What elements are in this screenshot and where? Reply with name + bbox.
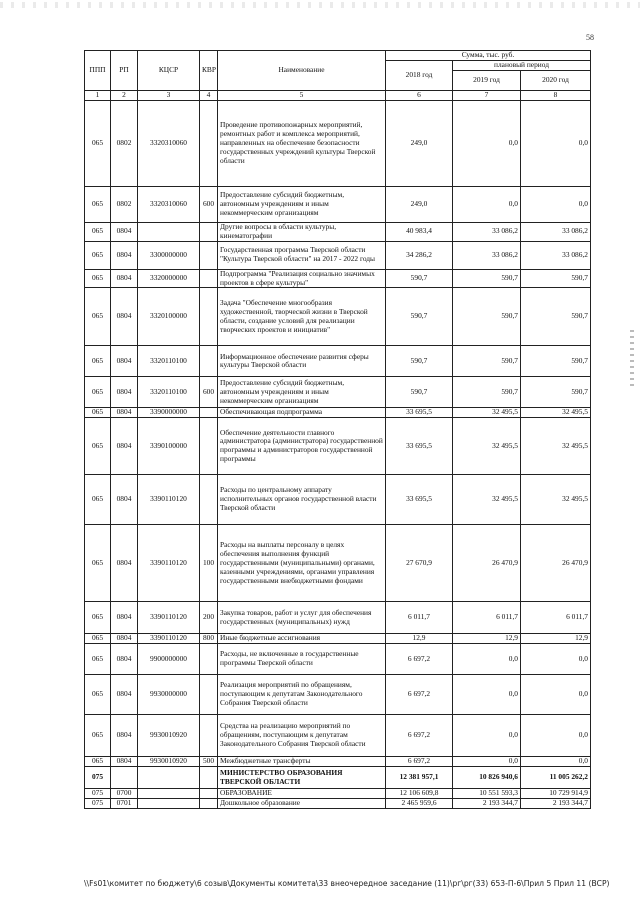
cell-name: Подпрограмма "Реализация социально значимых проектов в сфере культуры" [218,269,386,288]
cell-name: Расходы по центральному аппарату исполнительных органов государственной власти Тверской области [218,475,386,525]
cell-name: Информационное обеспечение развития сферы культуры Тверской области [218,346,386,377]
cell-kvr [200,222,218,241]
cell-2018: 12 381 957,1 [386,767,453,789]
cell-2018: 27 670,9 [386,525,453,602]
cell-kvr [200,767,218,789]
cell-kcsr: 9930010920 [138,715,200,757]
cell-2019: 32 495,5 [453,408,521,418]
cell-2018: 33 695,5 [386,475,453,525]
page-number: 58 [586,33,594,42]
table-row [85,186,591,222]
cell-kvr [200,288,218,346]
cell-2019: 0,0 [453,100,521,186]
cell-rp: 0804 [111,675,138,715]
footer-path: \\Fs01\комитет по бюджету\6 созыв\Документы комитета\33 внеочередное заседание (11)\рг\рг(33) 653-П-6\Прил 5 Прил 11 (ВСР) [84,879,610,888]
cell-kvr [200,100,218,186]
cell-2018: 33 695,5 [386,418,453,475]
table-row [85,377,591,408]
cell-2020: 12,9 [521,634,591,644]
table-row [85,288,591,346]
scan-artifact-top [0,2,640,8]
cell-ppp: 065 [85,644,111,675]
cell-name: Средства на реализацию мероприятий по обращениям, поступающим к депутатам Законодательного Собрания Тверской области [218,715,386,757]
cell-2020: 0,0 [521,100,591,186]
cell-rp: 0701 [111,798,138,808]
cell-2020: 6 011,7 [521,602,591,634]
cell-kcsr: 3320110100 [138,377,200,408]
cell-ppp: 065 [85,634,111,644]
cell-kcsr: 3300000000 [138,241,200,269]
table-row [85,475,591,525]
cell-ppp: 065 [85,346,111,377]
cell-2019: 12,9 [453,634,521,644]
cell-name: Дошкольное образование [218,798,386,808]
table-row [85,346,591,377]
cell-2019: 590,7 [453,377,521,408]
cell-rp: 0802 [111,100,138,186]
cell-ppp: 065 [85,269,111,288]
cell-2019: 32 495,5 [453,418,521,475]
cell-2020: 32 495,5 [521,418,591,475]
cell-2020: 32 495,5 [521,475,591,525]
cell-rp [111,767,138,789]
cell-rp: 0804 [111,634,138,644]
cell-name: Расходы на выплаты персоналу в целях обеспечения выполнения функций государственными (муниципальными) органами, казенными учреждениями, органами управления государственными внебюджетными фондами [218,525,386,602]
cell-ppp: 065 [85,715,111,757]
cell-rp: 0804 [111,418,138,475]
column-number-row [85,91,591,101]
cell-2018: 12 106 609,8 [386,789,453,799]
cell-2018: 6 697,2 [386,644,453,675]
cell-2019: 32 495,5 [453,475,521,525]
cell-kvr [200,789,218,799]
cell-2018: 2 465 959,6 [386,798,453,808]
cell-kcsr: 3320110100 [138,346,200,377]
column-number: 6 [386,91,453,101]
table-row [85,634,591,644]
cell-kcsr [138,767,200,789]
table-row [85,222,591,241]
cell-kvr [200,269,218,288]
cell-name: Иные бюджетные ассигнования [218,634,386,644]
cell-2018: 590,7 [386,269,453,288]
cell-2020: 0,0 [521,715,591,757]
cell-kcsr: 3320000000 [138,269,200,288]
cell-2018: 6 697,2 [386,757,453,767]
cell-kvr [200,675,218,715]
cell-kvr [200,644,218,675]
column-number: 4 [200,91,218,101]
cell-ppp: 075 [85,798,111,808]
cell-kcsr: 3390110120 [138,602,200,634]
cell-kcsr [138,798,200,808]
cell-ppp: 075 [85,767,111,789]
col-header-rp: РП [111,51,138,91]
cell-2019: 10 551 593,3 [453,789,521,799]
table-row [85,798,591,808]
cell-2018: 249,0 [386,100,453,186]
cell-rp: 0802 [111,186,138,222]
cell-2020: 10 729 914,9 [521,789,591,799]
cell-kvr [200,346,218,377]
cell-ppp: 075 [85,789,111,799]
cell-name: Задача "Обеспечение многообразия художественной, творческой жизни в Тверской области, создание условий для реализации творческих проектов и инициатив" [218,288,386,346]
cell-2020: 590,7 [521,346,591,377]
cell-2019: 0,0 [453,715,521,757]
cell-kcsr: 3390110120 [138,634,200,644]
cell-rp: 0804 [111,408,138,418]
table-row [85,269,591,288]
cell-2018: 40 983,4 [386,222,453,241]
cell-2018: 6 697,2 [386,715,453,757]
cell-kcsr: 3390110120 [138,525,200,602]
cell-rp: 0804 [111,757,138,767]
table-row [85,675,591,715]
cell-2020: 590,7 [521,377,591,408]
scan-artifact-right [630,330,634,390]
cell-kcsr: 9930000000 [138,675,200,715]
cell-2019: 590,7 [453,346,521,377]
cell-ppp: 065 [85,186,111,222]
cell-name: Расходы, не включенные в государственные программы Тверской области [218,644,386,675]
cell-2020: 0,0 [521,675,591,715]
cell-2019: 590,7 [453,288,521,346]
cell-2018: 6 011,7 [386,602,453,634]
cell-name: Обеспечивающая подпрограмма [218,408,386,418]
cell-2019: 26 470,9 [453,525,521,602]
cell-name: Предоставление субсидий бюджетным, автономным учреждениям и иным некоммерческим организациям [218,377,386,408]
cell-kvr [200,715,218,757]
cell-ppp: 065 [85,377,111,408]
col-header-planned: плановый период [453,61,591,71]
cell-kvr [200,241,218,269]
cell-kvr: 200 [200,602,218,634]
column-number: 8 [521,91,591,101]
cell-2018: 249,0 [386,186,453,222]
cell-rp: 0804 [111,288,138,346]
cell-kcsr: 3390110120 [138,475,200,525]
column-number: 1 [85,91,111,101]
cell-rp: 0804 [111,377,138,408]
cell-2020: 0,0 [521,644,591,675]
cell-kcsr: 3390000000 [138,408,200,418]
cell-2019: 33 086,2 [453,241,521,269]
cell-2019: 0,0 [453,186,521,222]
cell-kvr: 500 [200,757,218,767]
cell-2020: 33 086,2 [521,241,591,269]
cell-2019: 10 826 940,6 [453,767,521,789]
cell-kcsr: 3390100000 [138,418,200,475]
cell-2018: 33 695,5 [386,408,453,418]
cell-2020: 26 470,9 [521,525,591,602]
cell-ppp: 065 [85,475,111,525]
cell-2019: 0,0 [453,757,521,767]
cell-rp: 0804 [111,602,138,634]
cell-rp: 0804 [111,475,138,525]
cell-kvr: 800 [200,634,218,644]
cell-name: Обеспечение деятельности главного администратора (администратора) государственной программы и администраторов государственной программы [218,418,386,475]
cell-name: Другие вопросы в области культуры, кинематографии [218,222,386,241]
col-header-ppp: ППП [85,51,111,91]
table-row [85,715,591,757]
cell-rp: 0804 [111,346,138,377]
col-header-kvr: КВР [200,51,218,91]
cell-2019: 0,0 [453,675,521,715]
cell-2018: 590,7 [386,377,453,408]
column-number: 2 [111,91,138,101]
cell-2020: 32 495,5 [521,408,591,418]
cell-ppp: 065 [85,288,111,346]
cell-2019: 0,0 [453,644,521,675]
cell-rp: 0804 [111,269,138,288]
cell-ppp: 065 [85,222,111,241]
cell-rp: 0804 [111,715,138,757]
cell-kvr [200,418,218,475]
cell-name: Предоставление субсидий бюджетным, автономным учреждениям и иным некоммерческим организациям [218,186,386,222]
cell-kvr [200,408,218,418]
table-row [85,602,591,634]
cell-kvr [200,798,218,808]
cell-ppp: 065 [85,408,111,418]
col-header-kcsr: КЦСР [138,51,200,91]
cell-name: Проведение противопожарных мероприятий, ремонтных работ и комплекса мероприятий, направленных на обеспечение безопасности государственных учреждений культуры Тверской области [218,100,386,186]
table-row [85,408,591,418]
col-header-2020: 2020 год [521,71,591,91]
cell-kvr [200,475,218,525]
cell-2019: 33 086,2 [453,222,521,241]
cell-name: МИНИСТЕРСТВО ОБРАЗОВАНИЯ ТВЕРСКОЙ ОБЛАСТИ [218,767,386,789]
cell-2018: 590,7 [386,346,453,377]
cell-kcsr [138,222,200,241]
budget-table [84,50,591,809]
cell-kcsr: 9900000000 [138,644,200,675]
cell-2019: 6 011,7 [453,602,521,634]
cell-rp: 0804 [111,241,138,269]
cell-2020: 0,0 [521,186,591,222]
column-number: 3 [138,91,200,101]
cell-ppp: 065 [85,418,111,475]
cell-rp: 0804 [111,525,138,602]
cell-2018: 12,9 [386,634,453,644]
column-number: 7 [453,91,521,101]
cell-2020: 11 005 262,2 [521,767,591,789]
cell-2020: 0,0 [521,757,591,767]
cell-kcsr: 3320310060 [138,186,200,222]
cell-kvr: 600 [200,186,218,222]
cell-name: Реализация мероприятий по обращениям, поступающим к депутатам Законодательного Собрания Тверской области [218,675,386,715]
cell-ppp: 065 [85,602,111,634]
cell-2019: 590,7 [453,269,521,288]
table-row [85,767,591,789]
table-row [85,100,591,186]
cell-rp: 0804 [111,644,138,675]
table-row [85,525,591,602]
cell-2018: 34 286,2 [386,241,453,269]
cell-ppp: 065 [85,757,111,767]
cell-2020: 590,7 [521,288,591,346]
col-header-sum: Сумма, тыс. руб. [386,51,591,61]
cell-kcsr: 3320100000 [138,288,200,346]
table-row [85,644,591,675]
cell-kcsr: 9930010920 [138,757,200,767]
cell-2019: 2 193 344,7 [453,798,521,808]
col-header-name: Наименование [218,51,386,91]
table-row [85,789,591,799]
cell-2020: 590,7 [521,269,591,288]
cell-2020: 33 086,2 [521,222,591,241]
table-row [85,418,591,475]
cell-rp: 0700 [111,789,138,799]
cell-ppp: 065 [85,100,111,186]
cell-ppp: 065 [85,525,111,602]
col-header-2019: 2019 год [453,71,521,91]
column-number: 5 [218,91,386,101]
cell-name: Закупка товаров, работ и услуг для обеспечения государственных (муниципальных) нужд [218,602,386,634]
cell-2018: 6 697,2 [386,675,453,715]
cell-ppp: 065 [85,241,111,269]
cell-kvr: 100 [200,525,218,602]
cell-kcsr [138,789,200,799]
table-body [85,100,591,808]
cell-name: Государственная программа Тверской области "Культура Тверской области" на 2017 - 2022 годы [218,241,386,269]
cell-kvr: 600 [200,377,218,408]
cell-2018: 590,7 [386,288,453,346]
cell-kcsr: 3320310060 [138,100,200,186]
table-row [85,241,591,269]
table-row [85,757,591,767]
cell-2020: 2 193 344,7 [521,798,591,808]
cell-rp: 0804 [111,222,138,241]
cell-name: Межбюджетные трансферты [218,757,386,767]
col-header-2018: 2018 год [386,61,453,91]
cell-ppp: 065 [85,675,111,715]
cell-name: ОБРАЗОВАНИЕ [218,789,386,799]
